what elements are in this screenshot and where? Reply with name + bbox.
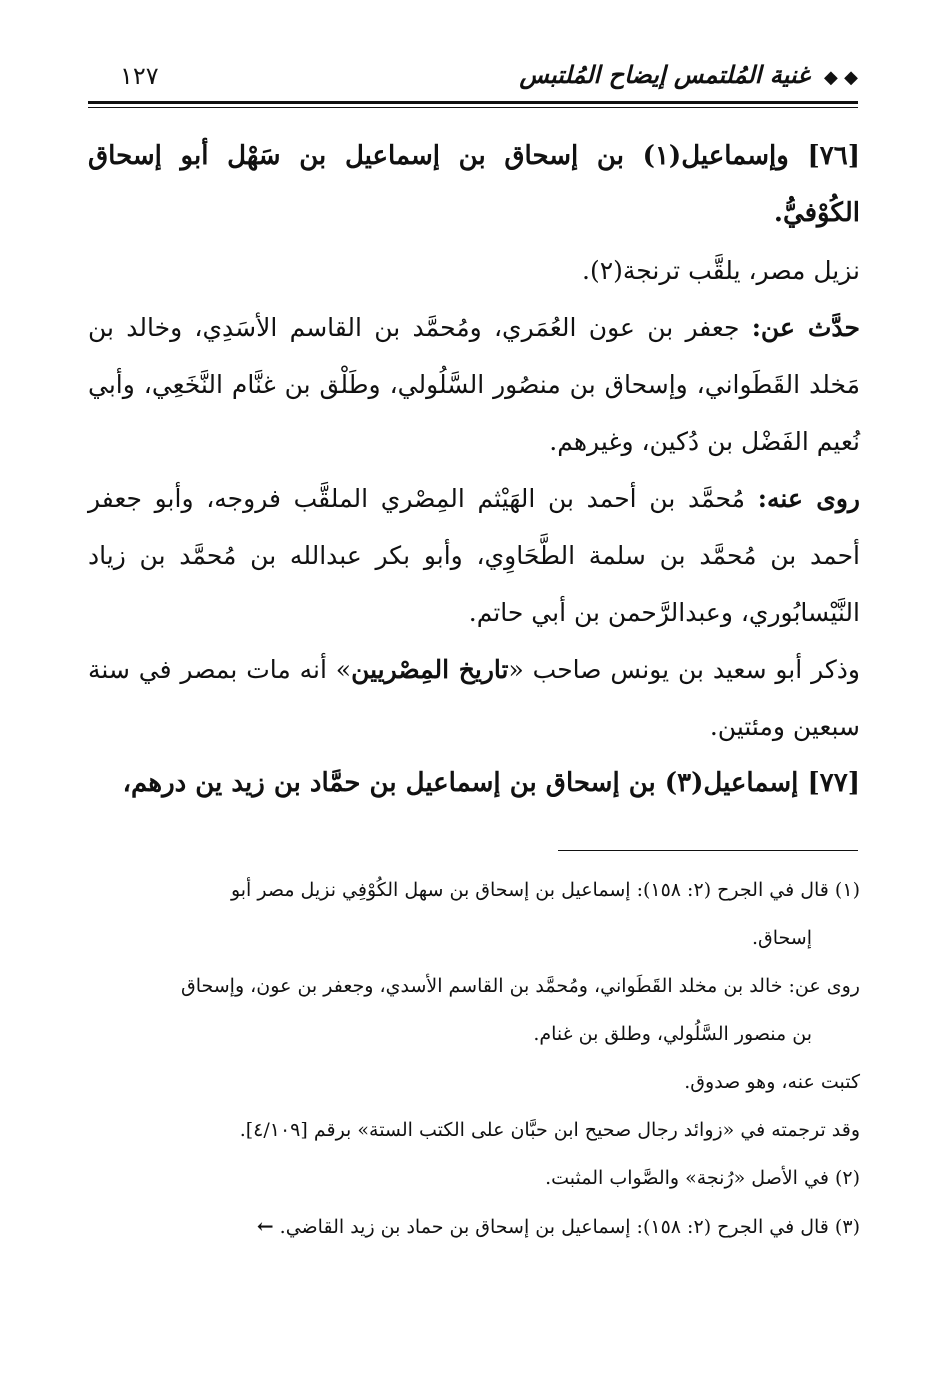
death-text-after: » أنه مات بمصر في سنة سبعين ومئتين. — [88, 655, 860, 741]
students-label: روى عنه: — [757, 484, 861, 513]
diamond-bullets-icon: ◆ ◆ — [824, 67, 858, 88]
footnote-1-line-1: (١) قال في الجرح (٢: ١٥٨): إسماعيل بن إسحاق بن سهل الكُوْفِي نزيل مصر أبو — [230, 879, 860, 901]
header-rule-thick — [88, 101, 858, 104]
footnote-3-text: (٣) قال في الجرح (٢: ١٥٨): إسماعيل بن إسحاق بن حماد بن زيد القاضي. — [279, 1216, 860, 1238]
main-text — [88, 128, 860, 812]
footnotes — [88, 866, 860, 1251]
entry-77-heading: [٧٧] إسماعيل(٣) بن إسحاق بن إسماعيل بن حمَّاد بن زيد ين درهم، — [122, 768, 860, 798]
book-title-text: غنية المُلتمس إيضاح المُلتبس — [519, 60, 810, 89]
footnote-separator — [558, 850, 858, 851]
footnote-1-line-5: كتبت عنه، وهو صدوق. — [684, 1071, 860, 1093]
entry-76-heading: [٧٦] وإسماعيل(١) بن إسحاق بن إسماعيل بن سَهْل أبو إسحاق الكُوْفيُّ. — [88, 141, 861, 228]
entry-76-teachers — [88, 299, 860, 470]
continue-arrow-icon: ← — [256, 1214, 274, 1238]
page-number: ١٢٧ — [120, 62, 159, 90]
footnote-2: (٢) في الأصل «رُنجة» والصَّواب المثبت. — [545, 1167, 860, 1189]
footnote-3 — [88, 1202, 860, 1251]
footnote-1-line-6: وقد ترجمته في «زوائد رجال صحيح ابن حبَّان على الكتب الستة» برقم [٤/١٠٩]. — [239, 1119, 860, 1141]
running-header — [88, 56, 858, 100]
footnote-1-line-2: إسحاق. — [751, 927, 812, 949]
footnote-1-line-4: بن منصور السَّلُولي، وطلق بن غنام. — [533, 1023, 812, 1045]
footnote-1 — [88, 866, 860, 962]
students-text: مُحمَّد بن أحمد بن الهَيْثم المِصْري الملقَّب فروجه، وأبو جعفر أحمد بن مُحمَّد بن سلمة الطَّحَاوِي، وأبو بكر عبدالله بن مُحمَّد بن زياد النَّيْسابُوري، وعبدالرَّحمن بن أبي حاتم. — [88, 484, 860, 627]
book-title — [519, 60, 858, 89]
death-text-before: وذكر أبو سعيد بن يونس صاحب « — [508, 655, 860, 684]
header-rule-thin — [88, 107, 858, 108]
entry-76-students — [88, 470, 860, 641]
entry-76-death — [88, 641, 860, 755]
footnote-1-line-3: روى عن: خالد بن مخلد القَطَواني، ومُحمَّد بن القاسم الأسدي، وجعفر بن عون، وإسحاق — [180, 975, 860, 997]
teachers-text: جعفر بن عون العُمَري، ومُحمَّد بن القاسم الأسَدِي، وخالد بن مَخلد القَطَواني، وإسحاق بن منصُور السَّلُولي، وطَلْق بن غنَّام النَّخَعِي، وأبي نُعيم الفَضْل بن دُكين، وغيرهم. — [88, 313, 860, 456]
entry-76-nickname: نزيل مصر، يلقَّب ترنجة(٢). — [582, 256, 860, 285]
footnote-1-narrators — [88, 962, 860, 1058]
teachers-label: حدَّث عن: — [751, 313, 860, 342]
cited-book-title: تاريخ المِصْريين — [351, 655, 509, 684]
